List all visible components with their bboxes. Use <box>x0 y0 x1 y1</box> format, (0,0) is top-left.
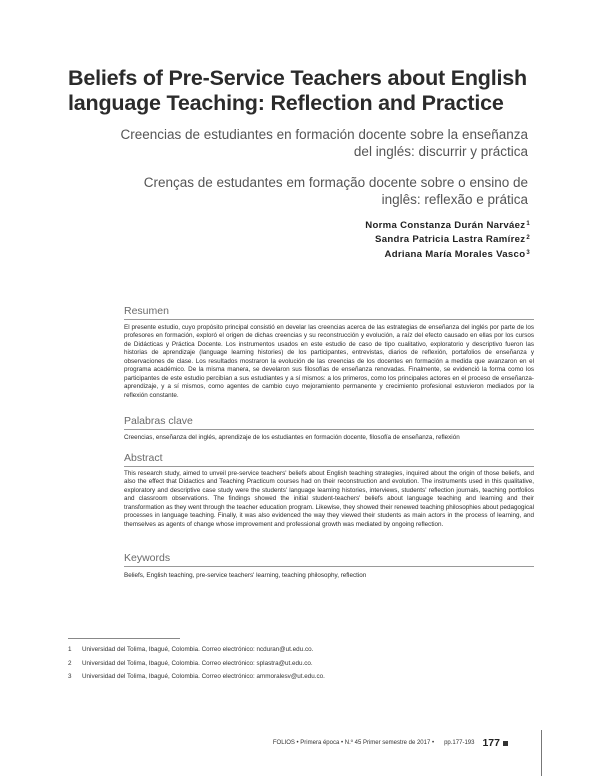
footnote-list <box>68 645 538 686</box>
portuguese-title: Crenças de estudantes em formação docente sobre o ensino de inglês: reflexão e prática <box>143 175 528 207</box>
footnote <box>68 672 538 681</box>
margin-divider <box>541 730 542 776</box>
footnote <box>68 645 538 654</box>
abstract-heading: Abstract <box>124 452 534 467</box>
resumen-heading: Resumen <box>124 305 534 320</box>
palabras-clave-heading: Palabras clave <box>124 415 534 430</box>
square-marker-icon <box>503 741 508 746</box>
author-name: Sandra Patricia Lastra Ramírez <box>375 234 526 246</box>
author-list <box>365 218 530 261</box>
article-title: Beliefs of Pre-Service Teachers about English language Teaching: Reflection and Practice <box>68 66 527 115</box>
resumen-text: El presente estudio, cuyo propósito principal consistió en develar las creencias acerca de las estrategias de enseñanza del inglés por parte de los profesores en formación, exploró el origen de dichas creencias y su reconstrucción y evolución, a raíz del efecto causado en ellas por los cursos de Didácticas y Práctica Docente. Los instrumentos usados en este estudio de caso de tipo cualitativo, exploratorio y descriptivo fueron las historias de aprendizaje (language learning histories) de los participantes, entrevistas, diarios de reflexión, portafolios de enseñanza y observaciones de clase. Los resultados mostraron la evolución de las creencias de los docentes en formación a medida que avanzaron en el programa académico. De la misma manera, se develaron sus filosofías de enseñanza renovadas. Finalmente, se evidenció la forma como los participantes de este estudio percibían a sus estudiantes y a sí mismos: a los primeros, como los principales actores en el proceso de enseñanza-aprendizaje, y a sí mismos, como agentes de cambio cuyo mejoramiento permanente y crecimiento profesional estuvieron mediados por la reflexión constante. <box>124 324 534 399</box>
abstract-text: This research study, aimed to unveil pre-service teachers' beliefs about English teaching strategies, inquired about the origin of those beliefs, and also the effect that Didactics and Teaching Practicum courses had on their reconstruction and evolution. The instruments used in this qualitative, exploratory and descriptive case study were the students' language learning histories, interviews, students' reflection journals, teaching portfolios and classroom observations. The findings showed the initial student-teachers' beliefs about language teaching and learning and their transformation as they went through the teacher education program. Likewise, they showed their renewed teaching philosophies about pedagogical processes in language teaching. Finally, it was also evidenced the way they viewed their students as main actors in the process of learning, and themselves as agents of change whose improvement and professional growth was mediated by ongoing reflection. <box>124 470 534 528</box>
spanish-title: Creencias de estudiantes en formación docente sobre la enseñanza del inglés: discurrir y práctica <box>120 127 528 159</box>
keywords-heading: Keywords <box>124 552 534 567</box>
palabras-clave-text: Creencias, enseñanza del inglés, aprendizaje de los estudiantes en formación docente, filosofía de enseñanza, reflexión <box>124 434 460 441</box>
footnote-number: 2 <box>68 659 72 667</box>
author <box>365 232 530 246</box>
footnote-rule <box>68 638 180 639</box>
journal-info: FOLIOS • Primera época • N.º 45 Primer semestre de 2017 • <box>272 740 435 746</box>
author-name: Adriana María Morales Vasco <box>384 248 526 260</box>
author <box>365 218 530 232</box>
page-footer <box>273 737 508 749</box>
footnote-number: 1 <box>68 646 72 653</box>
author <box>365 247 530 261</box>
footnote-ref[interactable]: 3 <box>526 249 530 256</box>
footnote-number: 3 <box>68 673 72 681</box>
author-name: Norma Constanza Durán Narváez <box>365 220 526 231</box>
page-range: pp.177-193 <box>444 740 475 746</box>
page-number: 177 <box>482 737 500 749</box>
footnote-ref[interactable]: 2 <box>526 235 530 242</box>
footnote-text: Universidad del Tolima, Ibagué, Colombia. Correo electrónico: ncduran@ut.edu.co. <box>82 646 314 653</box>
footnote-text: Universidad del Tolima, Ibagué, Colombia. Correo electrónico: splastra@ut.edu.co. <box>82 659 313 667</box>
footnote-ref[interactable]: 1 <box>526 221 530 227</box>
keywords-text: Beliefs, English teaching, pre-service teachers' learning, teaching philosophy, reflection <box>124 572 367 579</box>
footnote-text: Universidad del Tolima, Ibagué, Colombia. Correo electrónico: ammoralesv@ut.edu.co. <box>82 673 325 681</box>
footnote <box>68 659 538 668</box>
